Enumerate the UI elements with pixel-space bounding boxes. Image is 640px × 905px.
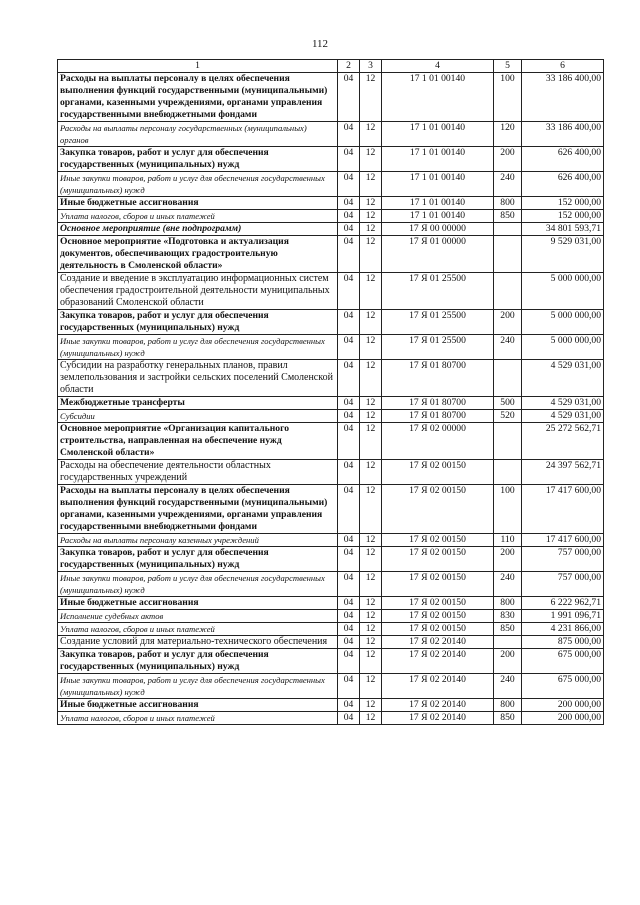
row-amount-cell: 4 529 031,00 (522, 360, 604, 397)
table-row (58, 485, 604, 534)
row-subsection-cell: 12 (360, 534, 382, 547)
row-subsection-cell: 12 (360, 360, 382, 397)
row-section-cell: 04 (338, 610, 360, 623)
header-cell-name: 1 (58, 60, 338, 73)
table-row (58, 410, 604, 423)
row-name-cell: Закупка товаров, работ и услуг для обеспечения государственных (муниципальных) нужд (58, 147, 338, 172)
row-subsection-cell: 12 (360, 712, 382, 725)
row-section-cell: 04 (338, 147, 360, 172)
row-expense-type-cell: 830 (494, 610, 522, 623)
header-cell-cs: 4 (382, 60, 494, 73)
row-amount-cell: 5 000 000,00 (522, 310, 604, 335)
row-amount-cell: 5 000 000,00 (522, 335, 604, 360)
table-row (58, 310, 604, 335)
row-subsection-cell: 12 (360, 197, 382, 210)
row-target-article-cell: 17 Я 02 00150 (382, 460, 494, 485)
row-amount-cell: 875 000,00 (522, 636, 604, 649)
row-subsection-cell: 12 (360, 73, 382, 122)
row-target-article-cell: 17 Я 02 20140 (382, 674, 494, 699)
header-cell-pr: 3 (360, 60, 382, 73)
row-subsection-cell: 12 (360, 397, 382, 410)
row-amount-cell: 5 000 000,00 (522, 273, 604, 310)
row-name-cell: Иные бюджетные ассигнования (58, 699, 338, 712)
row-name-cell: Создание условий для материально-технического обеспечения (58, 636, 338, 649)
row-subsection-cell: 12 (360, 423, 382, 460)
row-section-cell: 04 (338, 572, 360, 597)
row-amount-cell: 152 000,00 (522, 210, 604, 223)
budget-table (57, 59, 604, 725)
row-section-cell: 04 (338, 674, 360, 699)
row-name-cell: Основное мероприятие (вне подпрограмм) (58, 223, 338, 236)
row-name-cell: Уплата налогов, сборов и иных платежей (58, 210, 338, 223)
row-expense-type-cell (494, 273, 522, 310)
table-row (58, 273, 604, 310)
page-number: 112 (311, 38, 329, 50)
row-amount-cell: 4 529 031,00 (522, 397, 604, 410)
row-amount-cell: 25 272 562,71 (522, 423, 604, 460)
row-subsection-cell: 12 (360, 460, 382, 485)
row-amount-cell: 6 222 962,71 (522, 597, 604, 610)
row-name-cell: Расходы на обеспечение деятельности областных государственных учреждений (58, 460, 338, 485)
row-amount-cell: 17 417 600,00 (522, 485, 604, 534)
row-amount-cell: 4 529 031,00 (522, 410, 604, 423)
row-section-cell: 04 (338, 712, 360, 725)
row-target-article-cell: 17 Я 02 20140 (382, 699, 494, 712)
row-subsection-cell: 12 (360, 636, 382, 649)
row-target-article-cell: 17 Я 02 00150 (382, 610, 494, 623)
row-name-cell: Иные закупки товаров, работ и услуг для обеспечения государственных (муниципальных) нужд (58, 674, 338, 699)
row-amount-cell: 675 000,00 (522, 649, 604, 674)
row-expense-type-cell: 850 (494, 623, 522, 636)
row-name-cell: Иные закупки товаров, работ и услуг для обеспечения государственных (муниципальных) нужд (58, 172, 338, 197)
table-row (58, 597, 604, 610)
row-subsection-cell: 12 (360, 273, 382, 310)
row-expense-type-cell: 200 (494, 310, 522, 335)
row-subsection-cell: 12 (360, 572, 382, 597)
row-name-cell: Межбюджетные трансферты (58, 397, 338, 410)
table-row (58, 636, 604, 649)
row-section-cell: 04 (338, 360, 360, 397)
row-expense-type-cell: 500 (494, 397, 522, 410)
table-row (58, 210, 604, 223)
row-section-cell: 04 (338, 397, 360, 410)
row-section-cell: 04 (338, 310, 360, 335)
row-section-cell: 04 (338, 410, 360, 423)
row-section-cell: 04 (338, 636, 360, 649)
row-section-cell: 04 (338, 73, 360, 122)
row-target-article-cell: 17 1 01 00140 (382, 147, 494, 172)
row-subsection-cell: 12 (360, 623, 382, 636)
row-target-article-cell: 17 Я 01 25500 (382, 310, 494, 335)
row-expense-type-cell: 240 (494, 674, 522, 699)
row-expense-type-cell (494, 236, 522, 273)
table-row (58, 423, 604, 460)
row-target-article-cell: 17 Я 02 00150 (382, 597, 494, 610)
row-target-article-cell: 17 Я 02 20140 (382, 712, 494, 725)
row-target-article-cell: 17 1 01 00140 (382, 197, 494, 210)
table-row (58, 223, 604, 236)
row-section-cell: 04 (338, 597, 360, 610)
row-name-cell: Иные бюджетные ассигнования (58, 597, 338, 610)
row-subsection-cell: 12 (360, 122, 382, 147)
row-expense-type-cell: 120 (494, 122, 522, 147)
row-expense-type-cell: 200 (494, 147, 522, 172)
row-name-cell: Закупка товаров, работ и услуг для обеспечения государственных (муниципальных) нужд (58, 310, 338, 335)
row-expense-type-cell: 200 (494, 547, 522, 572)
table-row (58, 335, 604, 360)
budget-table-body (58, 60, 604, 725)
row-subsection-cell: 12 (360, 147, 382, 172)
row-subsection-cell: 12 (360, 410, 382, 423)
row-section-cell: 04 (338, 210, 360, 223)
row-subsection-cell: 12 (360, 547, 382, 572)
row-subsection-cell: 12 (360, 310, 382, 335)
row-target-article-cell: 17 Я 02 00000 (382, 423, 494, 460)
row-target-article-cell: 17 Я 02 00150 (382, 623, 494, 636)
table-row (58, 649, 604, 674)
row-amount-cell: 200 000,00 (522, 699, 604, 712)
row-expense-type-cell (494, 460, 522, 485)
row-name-cell: Расходы на выплаты персоналу казенных учреждений (58, 534, 338, 547)
row-target-article-cell: 17 Я 02 00150 (382, 547, 494, 572)
row-name-cell: Иные закупки товаров, работ и услуг для обеспечения государственных (муниципальных) нужд (58, 572, 338, 597)
row-target-article-cell: 17 1 01 00140 (382, 122, 494, 147)
table-row (58, 397, 604, 410)
row-subsection-cell: 12 (360, 610, 382, 623)
table-row (58, 674, 604, 699)
row-amount-cell: 200 000,00 (522, 712, 604, 725)
row-expense-type-cell: 240 (494, 572, 522, 597)
row-amount-cell: 1 991 096,71 (522, 610, 604, 623)
row-target-article-cell: 17 Я 01 25500 (382, 335, 494, 360)
row-name-cell: Уплата налогов, сборов и иных платежей (58, 623, 338, 636)
row-subsection-cell: 12 (360, 649, 382, 674)
row-amount-cell: 4 231 866,00 (522, 623, 604, 636)
row-section-cell: 04 (338, 534, 360, 547)
table-row (58, 610, 604, 623)
row-name-cell: Основное мероприятие «Подготовка и актуализация документов, обеспечивающих градостроительную деятельность в Смоленской области» (58, 236, 338, 273)
row-target-article-cell: 17 Я 01 00000 (382, 236, 494, 273)
row-amount-cell: 34 801 593,71 (522, 223, 604, 236)
header-cell-vr: 5 (494, 60, 522, 73)
row-target-article-cell: 17 Я 02 20140 (382, 636, 494, 649)
row-expense-type-cell: 850 (494, 210, 522, 223)
row-section-cell: 04 (338, 335, 360, 360)
row-expense-type-cell: 240 (494, 172, 522, 197)
row-subsection-cell: 12 (360, 223, 382, 236)
row-amount-cell: 33 186 400,00 (522, 73, 604, 122)
row-name-cell: Расходы на выплаты персоналу в целях обеспечения выполнения функций государственными (муниципальными) органами, казенными учреждениями, органами управления государственными внебюджетными фондами (58, 485, 338, 534)
table-row (58, 236, 604, 273)
row-subsection-cell: 12 (360, 699, 382, 712)
row-amount-cell: 9 529 031,00 (522, 236, 604, 273)
row-target-article-cell: 17 Я 02 20140 (382, 649, 494, 674)
row-section-cell: 04 (338, 423, 360, 460)
row-target-article-cell: 17 Я 00 00000 (382, 223, 494, 236)
row-expense-type-cell: 240 (494, 335, 522, 360)
table-row (58, 172, 604, 197)
row-name-cell: Уплата налогов, сборов и иных платежей (58, 712, 338, 725)
table-row (58, 623, 604, 636)
row-amount-cell: 675 000,00 (522, 674, 604, 699)
row-section-cell: 04 (338, 649, 360, 674)
row-name-cell: Основное мероприятие «Организация капитального строительства, направленная на обеспечение нужд Смоленской области» (58, 423, 338, 460)
row-amount-cell: 24 397 562,71 (522, 460, 604, 485)
row-expense-type-cell: 850 (494, 712, 522, 725)
row-expense-type-cell: 100 (494, 485, 522, 534)
row-amount-cell: 17 417 600,00 (522, 534, 604, 547)
row-name-cell: Иные закупки товаров, работ и услуг для обеспечения государственных (муниципальных) нужд (58, 335, 338, 360)
row-section-cell: 04 (338, 485, 360, 534)
row-expense-type-cell: 110 (494, 534, 522, 547)
row-name-cell: Создание и введение в эксплуатацию информационных систем обеспечения градостроительной деятельности муниципальных образований Смоленской области (58, 273, 338, 310)
row-amount-cell: 33 186 400,00 (522, 122, 604, 147)
table-row (58, 572, 604, 597)
row-expense-type-cell: 800 (494, 597, 522, 610)
table-row (58, 147, 604, 172)
row-section-cell: 04 (338, 197, 360, 210)
row-section-cell: 04 (338, 460, 360, 485)
row-section-cell: 04 (338, 223, 360, 236)
row-target-article-cell: 17 Я 01 25500 (382, 273, 494, 310)
table-row (58, 534, 604, 547)
row-name-cell: Расходы на выплаты персоналу государственных (муниципальных) органов (58, 122, 338, 147)
row-name-cell: Закупка товаров, работ и услуг для обеспечения государственных (муниципальных) нужд (58, 649, 338, 674)
row-target-article-cell: 17 Я 01 80700 (382, 410, 494, 423)
row-subsection-cell: 12 (360, 236, 382, 273)
row-subsection-cell: 12 (360, 597, 382, 610)
table-row (58, 547, 604, 572)
row-amount-cell: 757 000,00 (522, 547, 604, 572)
table-row (58, 460, 604, 485)
row-target-article-cell: 17 1 01 00140 (382, 172, 494, 197)
row-target-article-cell: 17 Я 01 80700 (382, 360, 494, 397)
row-target-article-cell: 17 Я 02 00150 (382, 485, 494, 534)
row-subsection-cell: 12 (360, 485, 382, 534)
row-amount-cell: 152 000,00 (522, 197, 604, 210)
row-section-cell: 04 (338, 273, 360, 310)
row-subsection-cell: 12 (360, 335, 382, 360)
row-amount-cell: 626 400,00 (522, 147, 604, 172)
row-target-article-cell: 17 1 01 00140 (382, 210, 494, 223)
row-name-cell: Субсидии (58, 410, 338, 423)
table-row (58, 699, 604, 712)
row-expense-type-cell (494, 423, 522, 460)
row-expense-type-cell: 800 (494, 699, 522, 712)
row-name-cell: Закупка товаров, работ и услуг для обеспечения государственных (муниципальных) нужд (58, 547, 338, 572)
row-name-cell: Иные бюджетные ассигнования (58, 197, 338, 210)
row-section-cell: 04 (338, 172, 360, 197)
table-row (58, 197, 604, 210)
row-section-cell: 04 (338, 699, 360, 712)
row-target-article-cell: 17 Я 01 80700 (382, 397, 494, 410)
row-expense-type-cell: 520 (494, 410, 522, 423)
row-expense-type-cell: 100 (494, 73, 522, 122)
table-header-row (58, 60, 604, 73)
row-section-cell: 04 (338, 547, 360, 572)
row-section-cell: 04 (338, 122, 360, 147)
table-row (58, 712, 604, 725)
row-name-cell: Исполнение судебных актов (58, 610, 338, 623)
row-amount-cell: 757 000,00 (522, 572, 604, 597)
row-expense-type-cell (494, 360, 522, 397)
header-cell-rz: 2 (338, 60, 360, 73)
row-expense-type-cell: 200 (494, 649, 522, 674)
row-target-article-cell: 17 Я 02 00150 (382, 534, 494, 547)
row-expense-type-cell (494, 223, 522, 236)
row-name-cell: Субсидии на разработку генеральных планов, правил землепользования и застройки сельских поселений Смоленской области (58, 360, 338, 397)
row-target-article-cell: 17 Я 02 00150 (382, 572, 494, 597)
row-subsection-cell: 12 (360, 172, 382, 197)
table-row (58, 73, 604, 122)
row-subsection-cell: 12 (360, 674, 382, 699)
row-expense-type-cell (494, 636, 522, 649)
row-section-cell: 04 (338, 623, 360, 636)
row-amount-cell: 626 400,00 (522, 172, 604, 197)
table-row (58, 360, 604, 397)
header-cell-sum: 6 (522, 60, 604, 73)
row-target-article-cell: 17 1 01 00140 (382, 73, 494, 122)
row-name-cell: Расходы на выплаты персоналу в целях обеспечения выполнения функций государственными (муниципальными) органами, казенными учреждениями, органами управления государственными внебюджетными фондами (58, 73, 338, 122)
table-row (58, 122, 604, 147)
row-subsection-cell: 12 (360, 210, 382, 223)
row-expense-type-cell: 800 (494, 197, 522, 210)
row-section-cell: 04 (338, 236, 360, 273)
